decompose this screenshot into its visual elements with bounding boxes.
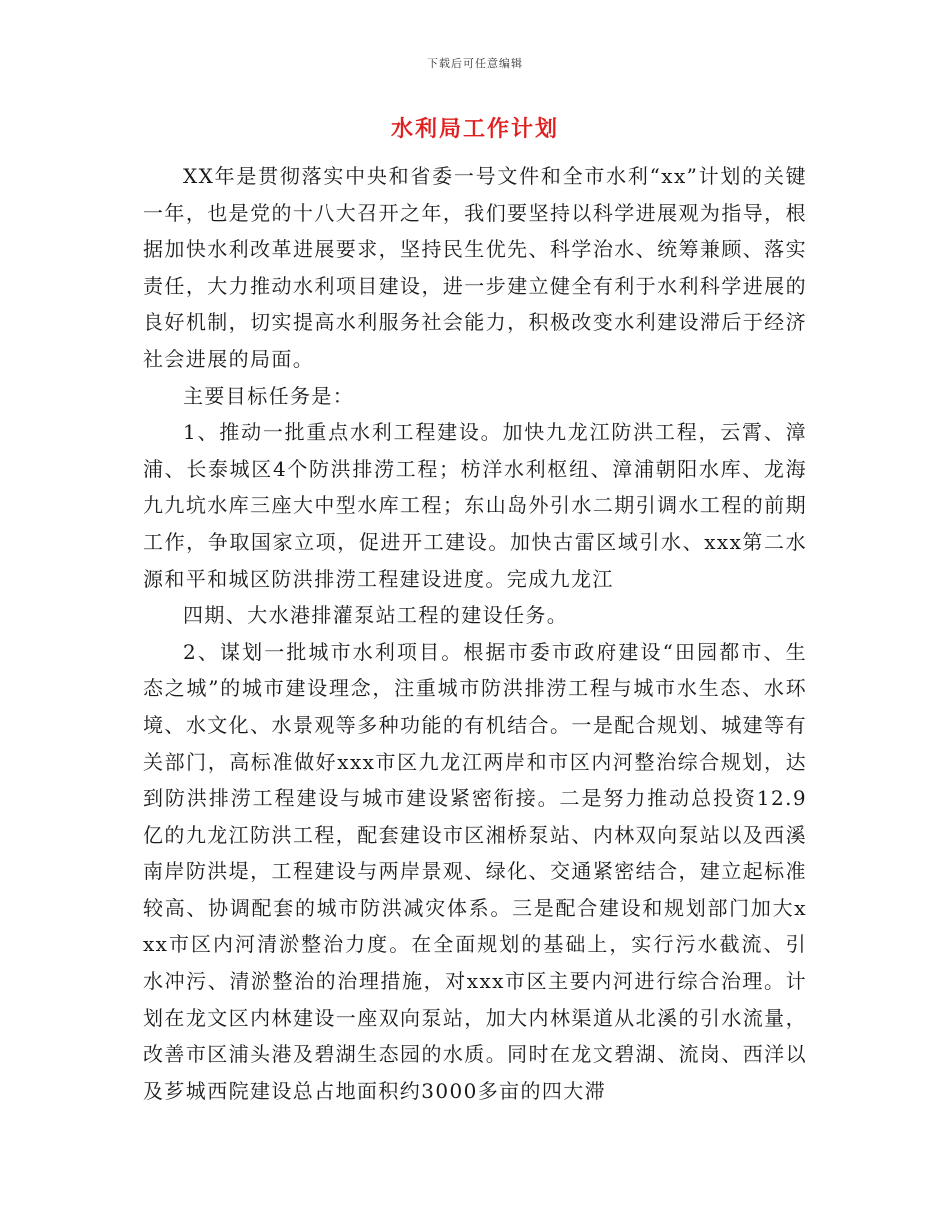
header-note: 下载后可任意编辑 [427, 57, 523, 70]
paragraph-intro: XX年是贯彻落实中央和省委一号文件和全市水利“xx”计划的关键一年，也是党的十八大召开之年，我们要坚持以科学进展观为指导，根据加快水利改革进展要求，坚持民生优先、科学治水、统筹兼顾、落实责任，大力推动水利项目建设，进一步建立健全有利于水利科学进展的良好机制，切实提高水利服务社会能力，积极改变水利建设滞后于经济社会进展的局面。 [143, 164, 807, 371]
document-title: 水利局工作计划 [390, 116, 559, 142]
paragraph-task-1-continued: 四期、大水港排灌泵站工程的建设任务。 [183, 603, 569, 628]
paragraph-main-tasks-heading: 主要目标任务是： [183, 383, 355, 408]
paragraph-task-2: 2、谋划一批城市水利项目。根据市委市政府建设“田园都市、生态之城”的城市建设理念，注重城市防洪排涝工程与城市水生态、水环境、水文化、水景观等多种功能的有机结合。一是配合规划、城建等有关部门，高标准做好xxx市区九龙江两岸和市区内河整治综合规划，达到防洪排涝工程建设与城市建设紧密衔接。二是努力推动总投资12.9亿的九龙江防洪工程，配套建设市区湘桥泵站、内林双向泵站以及西溪南岸防洪堤，工程建设与两岸景观、绿化、交通紧密结合，建立起标准较高、协调配套的城市防洪减灾体系。三是配合建设和规划部门加大xxx市区内河清淤整治力度。在全面规划的基础上，实行污水截流、引水冲污、清淤整治的治理措施，对xxx市区主要内河进行综合治理。计划在龙文区内林建设一座双向泵站，加大内林渠道从北溪的引水流量，改善市区浦头港及碧湖生态园的水质。同时在龙文碧湖、流岗、西洋以及芗城西院建设总占地面积约3000多亩的四大滞 [143, 639, 807, 1103]
document-body [143, 158, 807, 1109]
paragraph-task-1: 1、推动一批重点水利工程建设。加快九龙江防洪工程，云霄、漳浦、长泰城区4个防洪排涝工程；枋洋水利枢纽、漳浦朝阳水库、龙海九九坑水库三座大中型水库工程；东山岛外引水二期引调水工程的前期工作，争取国家立项，促进开工建设。加快古雷区域引水、xxx第二水源和平和城区防洪排涝工程建设进度。完成九龙江 [143, 420, 807, 591]
